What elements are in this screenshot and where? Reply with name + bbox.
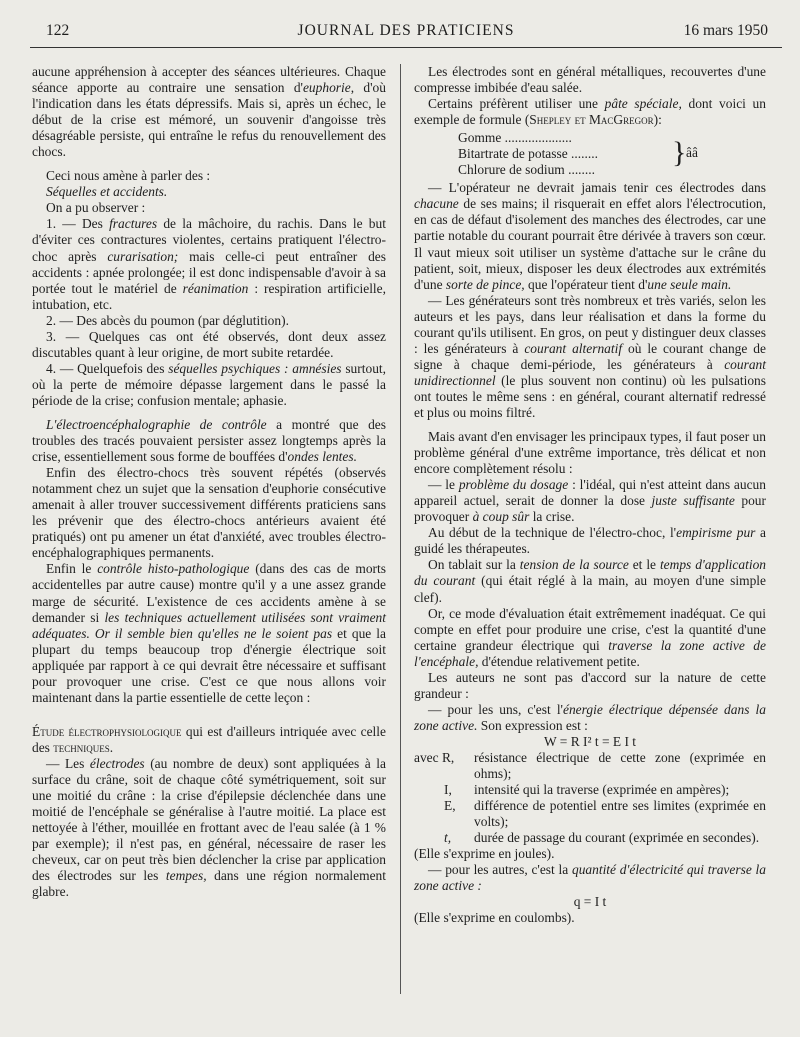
list-item: 4. — Quelquefois des séquelles psychiques : amnésies surtout, où la perte de mémoire dépasse largement dans le passé la période de la crise; confusion mentale; aphasie. (32, 360, 386, 408)
paragraph: Or, ce mode d'évaluation était extrêmement inadéquat. Ce qui compte en effet pour produire une crise, c'est la quantité d'une certaine grandeur électrique qui traverse la zone active de l'encéphale, d'étendue relativement petite. (414, 605, 766, 669)
equation-charge: q = I t (573, 894, 607, 910)
formula-line: Gomme .................... (458, 130, 572, 146)
paragraph: — pour les uns, c'est l'énergie électrique dépensée dans la zone active. Son expression est : (414, 701, 766, 733)
page-number: 122 (46, 22, 70, 39)
section-heading: Étude électrophysiologique qui est d'ailleurs intriquée avec celle des techniques. (32, 723, 386, 755)
paragraph: On tablait sur la tension de la source et le temps d'application du courant (qui était réglé à la main, au moyen d'une simple clef). (414, 557, 767, 605)
paragraph: (Elle s'exprime en coulombs). (414, 910, 575, 926)
paragraph: aucune appréhension à accepter des séances ultérieures. Chaque séance apporte au contraire une sensation d'euphorie, d'où l'indication dans les états dépressifs. Mais si, après un échec, le début de la crise est mémoré, un souvenir d'angoisse très désagréable persiste, qui entraîne le refus du renouvellement des chocs. (32, 64, 386, 160)
column-divider (400, 64, 401, 994)
paragraph: Enfin le contrôle histo-pathologique (dans des cas de morts accidentelles par autre cause) montre qu'il y a une assez grande marge de sécurité. L'existence de ces accidents amène à se demander si les techniques actuellement utilisées sont vraiment adéquates. Or il semble bien qu'elles ne le soient pas et que la plupart du temps beaucoup trop d'énergie électrique soit appliquée par rapport à ce qui devrait être nécessaire et suffisant pour provoquer une crise. C'est ce que nous allons voir maintenant dans la partie essentielle de cette leçon : (32, 561, 386, 705)
formula-quantity: ââ (686, 145, 698, 161)
paragraph: Les auteurs ne sont pas d'accord sur la nature de cette grandeur : (414, 669, 766, 701)
paragraph: Au début de la technique de l'électro-choc, l'empirisme pur a guidé les thérapeutes. (414, 525, 767, 557)
list-item: 3. — Quelques cas ont été observés, dont deux assez discutables quant à leur origine, de mort subite retardée. (32, 328, 386, 360)
paragraph: Mais avant d'en envisager les principaux types, il faut poser un problème général d'une extrême importance, très délicat et non encore complètement résolu : (414, 429, 766, 477)
section-heading: Séquelles et accidents. (46, 184, 168, 200)
paragraph: Certains préfèrent utiliser une pâte spéciale, dont voici un exemple de formule (Shepley et MacGregor): (414, 96, 766, 128)
paragraph: Ceci nous amène à parler des : (46, 168, 211, 184)
paragraph: (Elle s'exprime en joules). (414, 846, 555, 862)
paragraph: Enfin des électro-chocs très souvent répétés (observés notamment chez un sujet que la sensation d'euphorie consécutive amenait à aller trouver successivement différents praticiens sans les prévenir que des électro-chocs antérieurs avaient été pratiqués) ont pu amener un état d'anxiété, avec troubles électro-encéphalographiques permanents. (32, 465, 386, 561)
paragraph: — le problème du dosage : l'idéal, qui n'est atteint dans aucun appareil actuel, serait de donner la dose juste suffisante pour provoquer à coup sûr la crise. (414, 477, 766, 525)
right-column (414, 64, 766, 926)
journal-title: JOURNAL DES PRATICIENS (297, 22, 515, 39)
equation-energy: W = R I² t = E I t (543, 733, 637, 749)
issue-date: 16 mars 1950 (683, 22, 768, 39)
paragraph: — Les électrodes (au nombre de deux) sont appliquées à la surface du crâne, soit de chaque côté symétriquement, soit sur une moitié du crâne : la crise d'épilepsie déclenchée dans une moitié de l'encéphale se généralise à l'autre moitié. La place est nettoyée à l'éther, mouillée en frottant avec de l'eau salée (à 1 % par exemple); il n'est pas, en général, nécessaire de raser les cheveux, car on peut très bien déclencher la crise par application des électrodes sur les tempes, dans une région normalement glabre. (32, 755, 386, 900)
formula-line: Bitartrate de potasse ........ (458, 146, 598, 162)
brace: } (672, 136, 687, 170)
paragraph: — pour les autres, c'est la quantité d'électricité qui traverse la zone active : (414, 862, 766, 894)
left-column (32, 64, 386, 900)
list-item: 2. — Des abcès du poumon (par déglutition). (46, 312, 289, 328)
formula-list (458, 130, 766, 178)
paragraph: L'électroencéphalographie de contrôle a montré que des troubles des tracés pouvaient persister assez longtemps après la crise, essentiellement sous forme de bouffées d'ondes lentes. (32, 416, 386, 465)
list-item: 1. — Des fractures de la mâchoire, du rachis. Dans le but d'éviter ces contractures violentes, certains pratiquent l'électro-choc après curarisation; mais celle-ci peut entraîner des accidents : apnée prolongée; il est donc indispensable d'avoir à sa portée tout le matériel de réanimation : respiration artificielle, intubation, etc. (32, 216, 386, 312)
paragraph: Les électrodes sont en général métalliques, recouvertes d'une compresse imbibée d'eau salée. (414, 64, 766, 96)
paragraph: — Les générateurs sont très nombreux et très variés, selon les auteurs et les pays, dans leur réalisation et dans la forme du courant qu'ils utilisent. En gros, on peut y distinguer deux classes : les générateurs à courant alternatif où le courant change de signe à chaque demi-période, les générateurs à courant unidirectionnel (le plus souvent non continu) où les pulsations ont toutes le même sens : en général, courant alternatif redressé et plus ou moins filtré. (414, 292, 766, 420)
page-header (30, 22, 782, 46)
paragraph: — L'opérateur ne devrait jamais tenir ces électrodes dans chacune de ses mains; il risquerait en effet alors l'électrocution, en cas de défaut d'isolement des manches des électrodes, car une partie notable du courant pourrait être dérivée à travers son cœur. Il vaut mieux soit utiliser un système d'attache sur le crâne du patient, soit, mieux, disposer les deux électrodes aux extrémités d'une sorte de pince, que l'opérateur tient d'une seule main. (414, 180, 766, 292)
header-rule (30, 47, 782, 48)
paragraph: On a pu observer : (46, 200, 146, 216)
formula-line: Chlorure de sodium ........ (458, 162, 595, 178)
equation-legend: avec R, résistance électrique de cette zone (exprimée en ohms); I, intensité qui la traverse (exprimée en ampères); E, différence de potentiel entre ses limites (exprimée en volts); t, durée de passage du courant (exprimée en secondes). (414, 749, 766, 846)
